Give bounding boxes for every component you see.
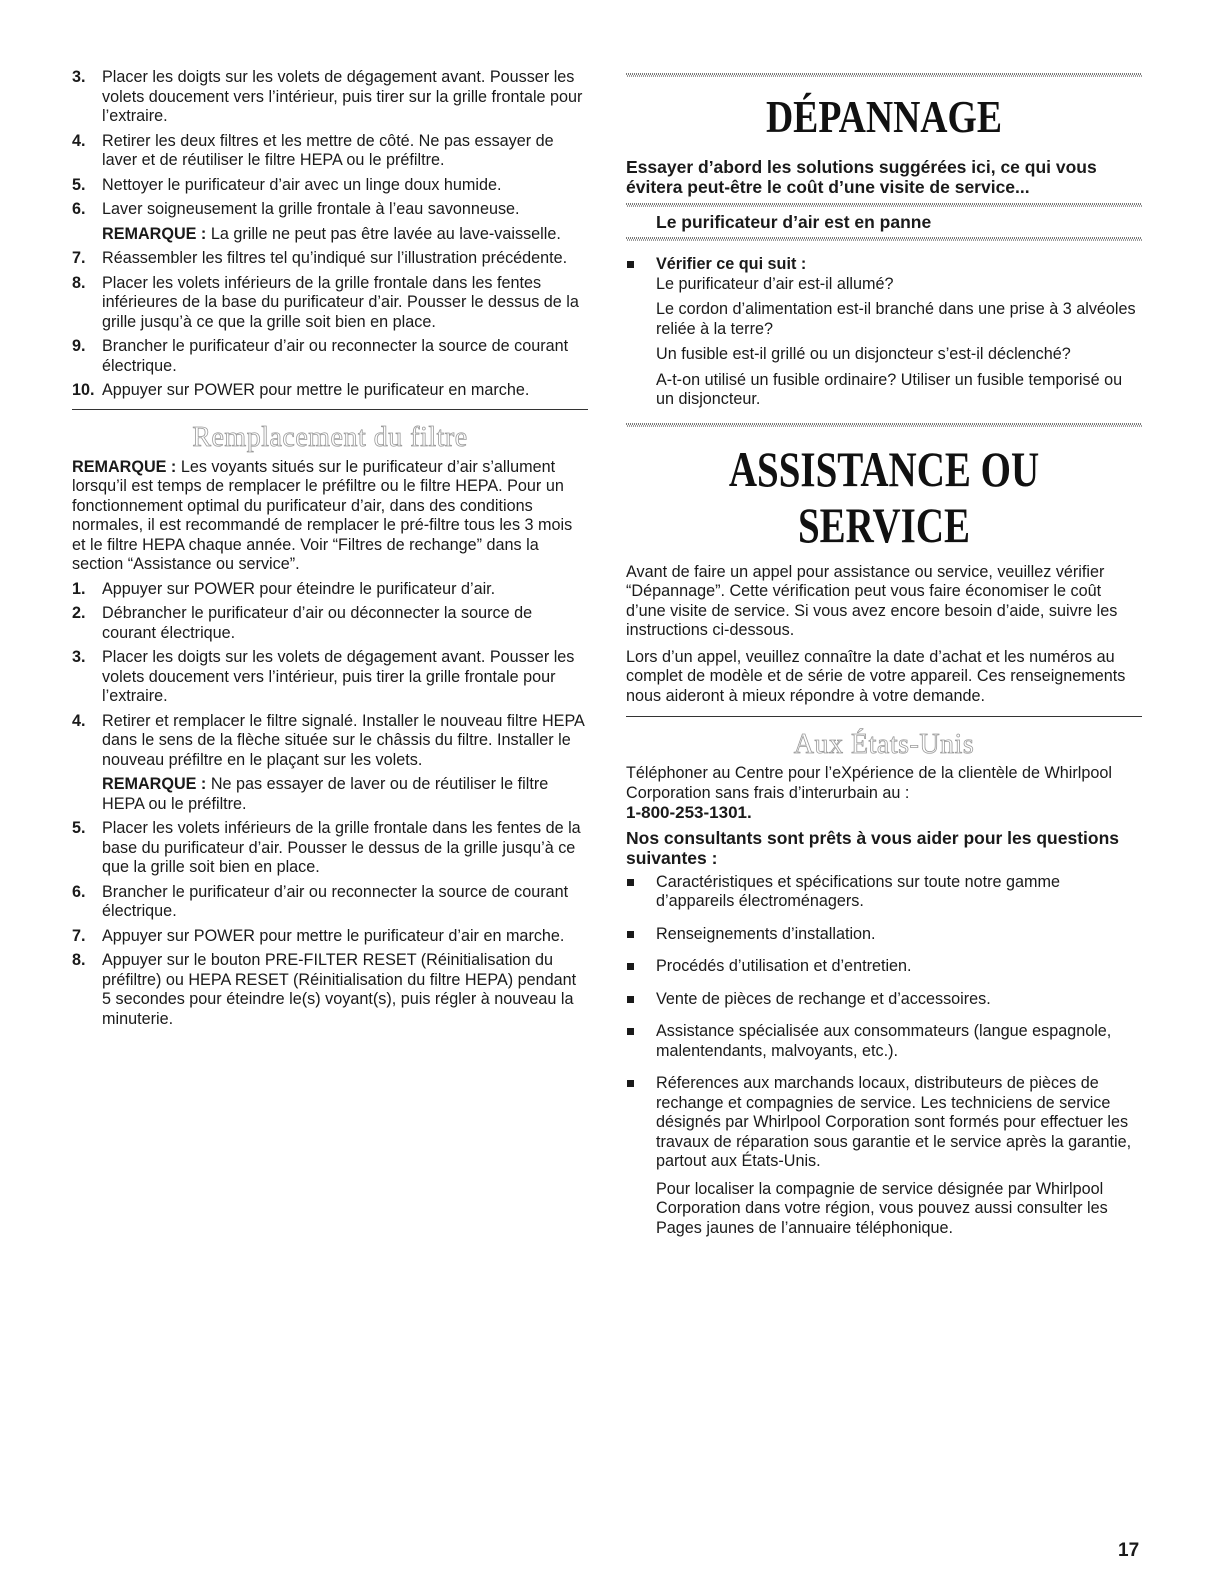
list-item: 7. Appuyer sur POWER pour mettre le purificateur d’air en marche.: [72, 926, 565, 945]
check-list: [626, 255, 1142, 410]
depannage-title: DÉPANNAGE: [765, 91, 1003, 142]
bullet-square-icon: [627, 996, 634, 1003]
list-item: 2. Débrancher le purificateur d’air ou déconnecter la source de courant électrique.: [72, 604, 533, 642]
list-item: 6. Laver soigneusement la grille frontale à l’eau savonneuse. REMARQUE : La grille ne peut pas être lavée au lave-vaisselle.: [72, 200, 588, 244]
note: REMARQUE : Ne pas essayer de laver ou de réutiliser le filtre HEPA ou le préfiltre.: [102, 775, 549, 813]
page-number: 17: [1118, 1540, 1140, 1561]
list-item: Réferences aux marchands locaux, distributeurs de pièces de rechange et compagnies de service. Les techniciens de service désignés par Whirlpool Corporation sont formés pour effectuer les travaux de réparation sous garantie et le service après la garantie, partout aux États-Unis.: [626, 1074, 1142, 1172]
list-item: Renseignements d’installation.: [626, 925, 1142, 945]
list-item: 3. Placer les doigts sur les volets de dégagement avant. Pousser les volets doucement vers l’intérieur, puis tirer la grille frontale pour l’extraire.: [72, 648, 575, 705]
list-item: 1. Appuyer sur POWER pour éteindre le purificateur d’air.: [72, 579, 496, 598]
dotted-divider: [626, 237, 1142, 241]
cleaning-steps: [72, 68, 588, 401]
list-item: 9. Brancher le purificateur d’air ou reconnecter la source de courant électrique.: [72, 337, 569, 375]
assistance-title: ASSISTANCE OU SERVICE: [728, 440, 1040, 553]
bullet-square-icon: [627, 963, 634, 970]
list-item: 4. Retirer les deux filtres et les mettre de côté. Ne pas essayer de laver et de réutiliser le filtre HEPA ou le préfiltre.: [72, 131, 554, 169]
list-item: Caractéristiques et spécifications sur toute notre gamme d’appareils électroménagers.: [626, 873, 1142, 912]
list-item: Vérifier ce qui suit : Le purificateur d’air est-il allumé? Le cordon d’alimentation est-il branché dans une prise à 3 alvéoles reliée à la terre? Un fusible est-il grillé ou un disjoncteur s’est-il déclenché? A-t-on utilisé un fusible ordinaire? Utiliser un fusible temporisé ou un disjoncteur.: [626, 255, 1142, 410]
replacement-steps: [72, 580, 588, 1030]
bullet-square-icon: [627, 931, 634, 938]
list-item: 6. Brancher le purificateur d’air ou reconnecter la source de courant électrique.: [72, 882, 569, 920]
list-item: 5. Placer les volets inférieurs de la grille frontale dans les fentes de la base du purificateur d’air. Pousser le dessus de la grille jusqu’à ce que la grille soit bien en place.: [72, 819, 581, 876]
dotted-divider: [626, 203, 1142, 207]
list-item: 4. Retirer et remplacer le filtre signalé. Installer le nouveau filtre HEPA dans le sens de la flèche située sur le châssis du filtre. Installer le nouveau préfiltre en le plaçant sur les volets. REMARQUE : Ne pas essayer de laver ou de réutiliser le filtre HEPA ou le préfiltre.: [72, 712, 588, 815]
replacement-heading: Remplacement du filtre: [192, 421, 468, 453]
services-list: [626, 873, 1142, 1172]
depannage-lead: Essayer d’abord les solutions suggérées ici, ce qui vous évitera peut-être le coût d’une visite de service...: [626, 157, 1097, 197]
bullet-square-icon: [627, 261, 634, 268]
section-divider: [72, 409, 588, 410]
list-item: Procédés d’utilisation et d’entretien.: [626, 957, 1142, 977]
list-item: 8. Appuyer sur le bouton PRE-FILTER RESET (Réinitialisation du préfiltre) ou HEPA RESET (Réinitialisation du filtre HEPA) pendant 5 secondes pour éteindre le(s) voyant(s), puis régler à nouveau la minuterie.: [72, 951, 577, 1028]
dotted-divider: [626, 73, 1142, 77]
bullet-square-icon: [627, 1028, 634, 1035]
phone-number: 1-800-253-1301.: [626, 803, 752, 822]
replacement-intro: REMARQUE : Les voyants situés sur le purificateur d’air s’allument lorsqu’il est temps de remplacer le préfiltre ou le filtre HEPA. Pour un fonctionnement optimal du purificateur d’air, dans des conditions normales, il est recommandé de remplacer le pré-filtre tous les 3 mois et le filtre HEPA chaque année. Voir “Filtres de rechange” dans la section “Assistance ou service”.: [72, 457, 573, 573]
left-column: [72, 0, 588, 1034]
list-item: Assistance spécialisée aux consommateurs (langue espagnole, malentendants, malvoyants, etc.).: [626, 1022, 1142, 1061]
note: REMARQUE : La grille ne peut pas être lavée au lave-vaisselle.: [102, 224, 561, 243]
consultants-heading: Nos consultants sont prêts à vous aider pour les questions suivantes :: [626, 827, 1120, 868]
us-heading: Aux États-Unis: [793, 729, 975, 760]
list-item: 10. Appuyer sur POWER pour mettre le purificateur en marche.: [72, 381, 530, 399]
list-item: 8. Placer les volets inférieurs de la grille frontale dans les fentes inférieures de la base du purificateur d’air. Pousser le dessus de la grille jusqu’à ce que la grille soit bien en place.: [72, 273, 579, 331]
section-divider: [626, 716, 1142, 717]
closing-paragraph: Pour localiser la compagnie de service désignée par Whirlpool Corporation dans votre région, vous pouvez aussi consulter les Pages jaunes de l’annuaire téléphonique.: [656, 1179, 1108, 1237]
problem-heading: Le purificateur d’air est en panne: [656, 212, 932, 232]
list-item: 7. Réassembler les filtres tel qu’indiqué sur l’illustration précédente.: [72, 249, 568, 267]
list-item: 3. Placer les doigts sur les volets de dégagement avant. Pousser les volets doucement vers l’intérieur, puis tirer sur la grille frontale pour l’extraire.: [72, 68, 583, 125]
assistance-paragraph: Lors d’un appel, veuillez connaître la date d’achat et les numéros au complet de modèle et de série de votre appareil. Ces renseignements nous aideront à mieux répondre à votre demande.: [626, 647, 1126, 705]
list-item: Vente de pièces de rechange et d’accessoires.: [626, 990, 1142, 1010]
phone-intro: Téléphoner au Centre pour l’eXpérience de la clientèle de Whirlpool Corporation sans frais d’interurbain au :: [626, 764, 1112, 802]
bullet-square-icon: [627, 879, 634, 886]
right-column: [626, 0, 1142, 1238]
list-item: 5. Nettoyer le purificateur d’air avec un linge doux humide.: [72, 175, 502, 194]
dotted-divider: [626, 423, 1142, 427]
bullet-square-icon: [627, 1080, 634, 1087]
assistance-paragraph: Avant de faire un appel pour assistance ou service, veuillez vérifier “Dépannage”. Cette vérification peut vous faire économiser le coût d’une visite de service. Si vous avez encore besoin d’aide, suivre les instructions ci-dessous.: [626, 562, 1118, 639]
